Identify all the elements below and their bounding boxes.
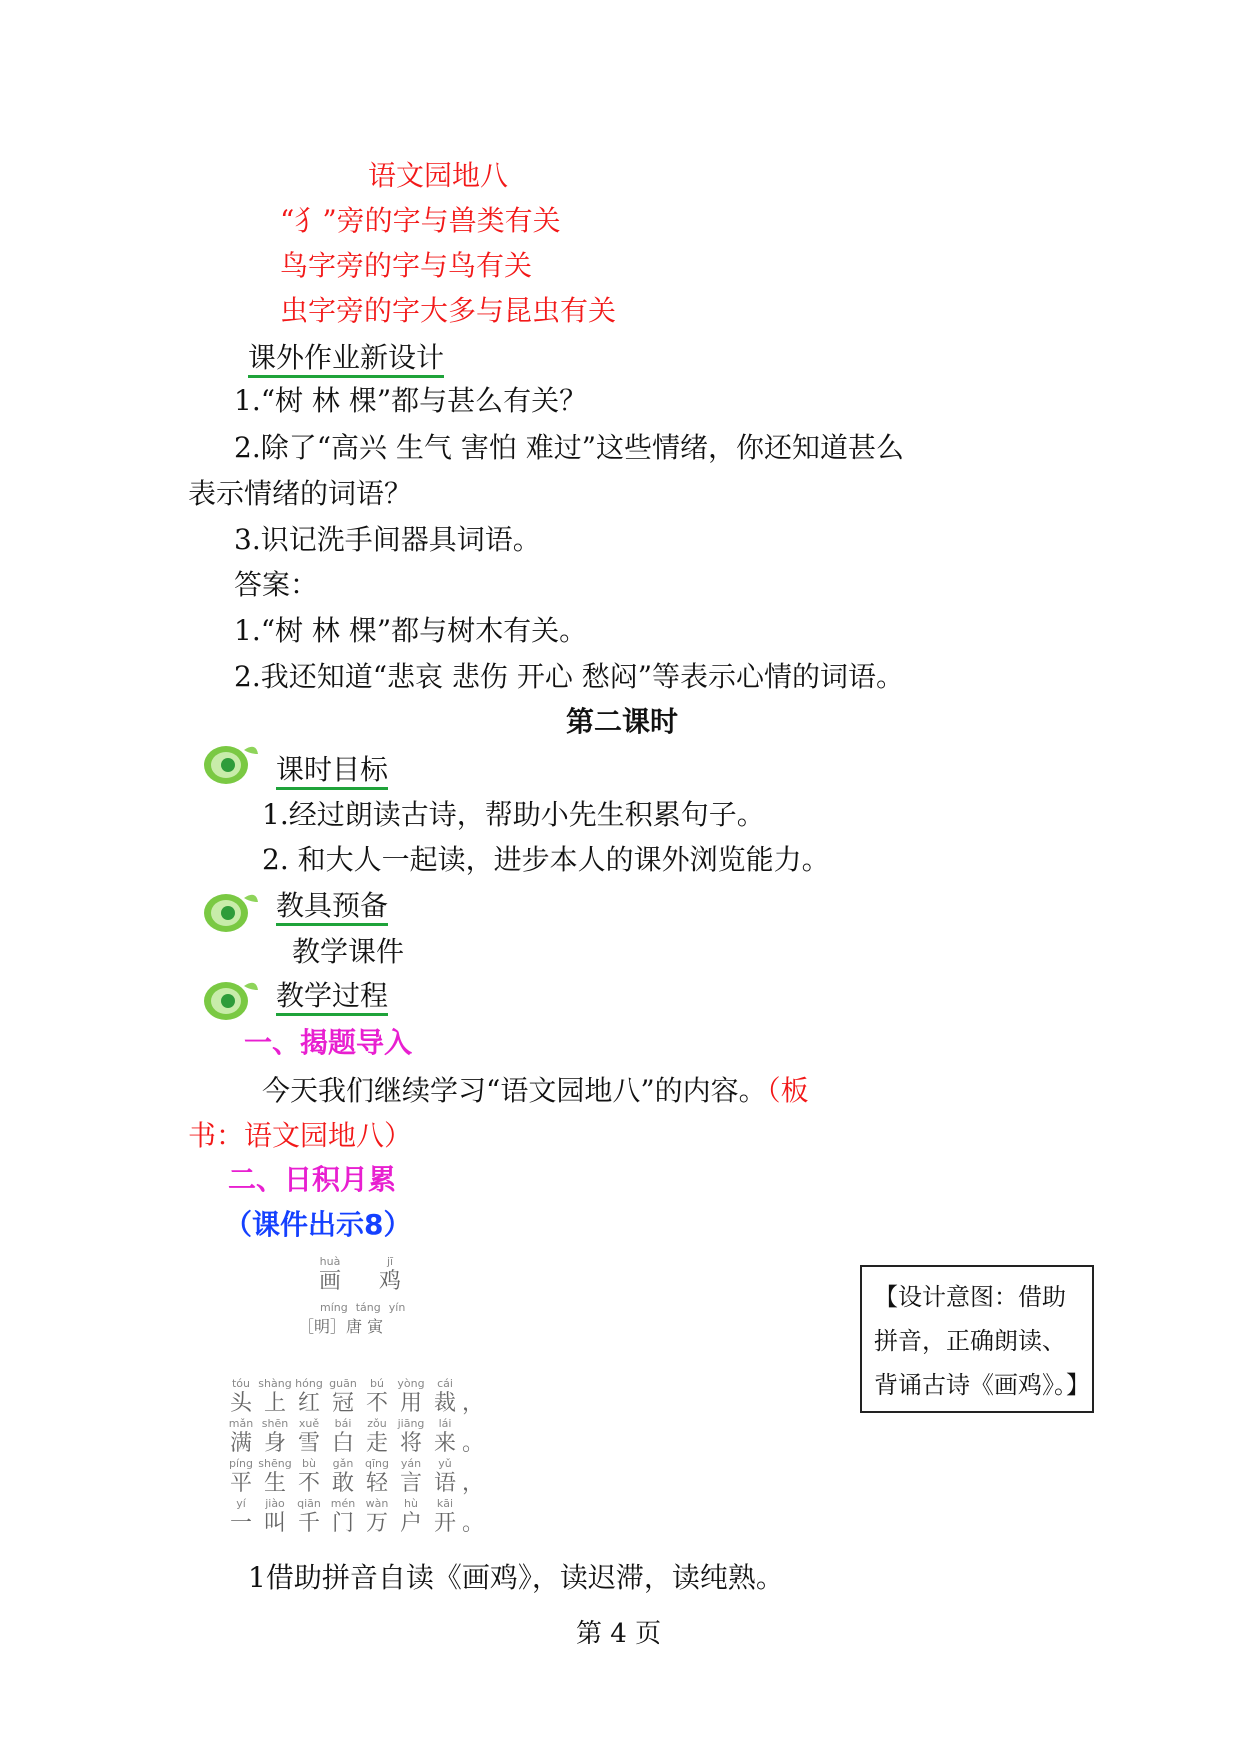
process-heading: 教学过程 bbox=[276, 976, 388, 1016]
radical-note-2: 鸟字旁的字与鸟有关 bbox=[280, 249, 533, 282]
section-title: 语文园地八 bbox=[368, 159, 509, 192]
pinyin: cái bbox=[437, 1377, 453, 1390]
pinyin: wàn bbox=[365, 1497, 389, 1510]
hanzi: 轻 bbox=[365, 1471, 388, 1496]
lesson-title: 第二课时 bbox=[566, 705, 679, 738]
answer-label: 答案： bbox=[234, 568, 319, 601]
hanzi: 生 bbox=[263, 1471, 286, 1496]
hanzi: 不 bbox=[297, 1471, 320, 1496]
radical-note-3: 虫字旁的字大多与昆虫有关 bbox=[280, 294, 617, 327]
homework-q2-line1: 2.除了“高兴 生气 害怕 难过”这些情绪，你还知道甚么 bbox=[234, 431, 905, 464]
punctuation: ， bbox=[462, 1391, 485, 1416]
hanzi: 用 bbox=[399, 1391, 422, 1416]
green-leaf-icon bbox=[200, 888, 260, 934]
step1-blackboard: 书：语文园地八） bbox=[188, 1119, 413, 1152]
poem-line bbox=[224, 1417, 484, 1457]
pinyin: hóng bbox=[295, 1377, 323, 1390]
pinyin: bù bbox=[302, 1457, 316, 1470]
punctuation: 。 bbox=[462, 1511, 485, 1536]
step1-text: 今天我们继续学习“语文园地八”的内容。（板 bbox=[262, 1074, 809, 1107]
pinyin: shēn bbox=[261, 1417, 289, 1430]
poem-line bbox=[224, 1497, 484, 1537]
radical-note-1: “犭”旁的字与兽类有关 bbox=[280, 204, 561, 237]
hanzi: 平 bbox=[229, 1471, 252, 1496]
poem-author: míng táng yín ［明］唐 寅 bbox=[298, 1301, 406, 1336]
poem-line bbox=[224, 1377, 484, 1417]
pinyin: gǎn bbox=[332, 1457, 354, 1470]
hanzi: 冠 bbox=[331, 1391, 354, 1416]
reading-instruction: 1借助拼音自读《画鸡》，读迟滞，读纯熟。 bbox=[248, 1561, 784, 1594]
pinyin: jiào bbox=[265, 1497, 285, 1510]
pinyin: shēng bbox=[258, 1457, 292, 1470]
goal-2: 2. 和大人一起读，进步本人的课外浏览能力。 bbox=[262, 843, 830, 876]
homework-q1: 1.“树 林 棵”都与甚么有关？ bbox=[234, 384, 588, 417]
hanzi: 画 bbox=[318, 1269, 341, 1294]
design-note-box: 【设计意图：借助拼音，正确朗读、背诵古诗《画鸡》。】 bbox=[860, 1265, 1094, 1413]
prep-heading: 教具预备 bbox=[276, 886, 388, 926]
hanzi: 红 bbox=[297, 1391, 320, 1416]
homework-q2-line2: 表示情绪的词语？ bbox=[188, 477, 413, 510]
step2-heading: 二、日积月累 bbox=[228, 1163, 397, 1196]
answer-1: 1.“树 林 棵”都与树木有关。 bbox=[234, 614, 588, 647]
hanzi: 叫 bbox=[263, 1511, 286, 1536]
pinyin: qiān bbox=[297, 1497, 321, 1510]
pinyin: yòng bbox=[397, 1377, 425, 1390]
homework-q3: 3.识记洗手间器具词语。 bbox=[234, 523, 541, 556]
pinyin: yí bbox=[236, 1497, 246, 1510]
poem-line bbox=[224, 1457, 484, 1497]
pinyin: shàng bbox=[258, 1377, 292, 1390]
pinyin: lái bbox=[438, 1417, 452, 1430]
hanzi: 来 bbox=[433, 1431, 456, 1456]
goals-heading: 课时目标 bbox=[276, 750, 388, 790]
poem-image bbox=[220, 1255, 520, 1536]
hanzi: 言 bbox=[399, 1471, 422, 1496]
hanzi: 头 bbox=[229, 1391, 252, 1416]
pinyin: yǔ bbox=[438, 1457, 452, 1470]
pinyin: hù bbox=[404, 1497, 418, 1510]
hanzi: 千 bbox=[297, 1511, 320, 1536]
pinyin: tóu bbox=[231, 1377, 250, 1390]
hanzi: 将 bbox=[399, 1431, 422, 1456]
hanzi: 鸡 bbox=[378, 1269, 401, 1294]
pinyin: guān bbox=[329, 1377, 357, 1390]
punctuation: 。 bbox=[462, 1431, 485, 1456]
pinyin: xuě bbox=[298, 1417, 320, 1430]
green-leaf-icon bbox=[200, 740, 260, 786]
pinyin: zǒu bbox=[367, 1417, 387, 1430]
pinyin: jī bbox=[386, 1255, 394, 1268]
pinyin: jiāng bbox=[397, 1417, 425, 1430]
step1-heading: 一、揭题导入 bbox=[244, 1026, 413, 1059]
pinyin: bú bbox=[370, 1377, 384, 1390]
hanzi: 一 bbox=[229, 1511, 252, 1536]
prep-text: 教学课件 bbox=[292, 935, 405, 968]
pinyin: mǎn bbox=[228, 1417, 254, 1430]
pinyin: píng bbox=[229, 1457, 253, 1470]
poem-title bbox=[300, 1255, 420, 1295]
pinyin: huà bbox=[319, 1255, 341, 1268]
hanzi: 上 bbox=[263, 1391, 286, 1416]
hanzi: 身 bbox=[263, 1431, 286, 1456]
answer-2: 2.我还知道“悲哀 悲伤 开心 愁闷”等表示心情的词语。 bbox=[234, 660, 905, 693]
courseware-note: （课件出示8） bbox=[224, 1208, 412, 1241]
hanzi: 走 bbox=[365, 1431, 388, 1456]
hanzi: 不 bbox=[365, 1391, 388, 1416]
hanzi: 雪 bbox=[297, 1431, 320, 1456]
pinyin: qīng bbox=[365, 1457, 389, 1470]
hanzi: 白 bbox=[331, 1431, 354, 1456]
hanzi: 满 bbox=[229, 1431, 252, 1456]
pinyin: bái bbox=[334, 1417, 352, 1430]
hanzi: 开 bbox=[433, 1511, 456, 1536]
homework-heading: 课外作业新设计 bbox=[248, 338, 444, 378]
pinyin: yán bbox=[400, 1457, 422, 1470]
green-leaf-icon bbox=[200, 976, 260, 1022]
page-number: 第 4 页 bbox=[576, 1619, 662, 1649]
pinyin: mén bbox=[330, 1497, 356, 1510]
punctuation: ， bbox=[462, 1471, 485, 1496]
pinyin: kāi bbox=[436, 1497, 454, 1510]
hanzi: 万 bbox=[365, 1511, 388, 1536]
hanzi: 语 bbox=[433, 1471, 456, 1496]
hanzi: 户 bbox=[399, 1511, 422, 1536]
hanzi: 敢 bbox=[331, 1471, 354, 1496]
hanzi: 裁 bbox=[433, 1391, 456, 1416]
goal-1: 1.经过朗读古诗，帮助小先生积累句子。 bbox=[262, 798, 765, 831]
hanzi: 门 bbox=[331, 1511, 354, 1536]
